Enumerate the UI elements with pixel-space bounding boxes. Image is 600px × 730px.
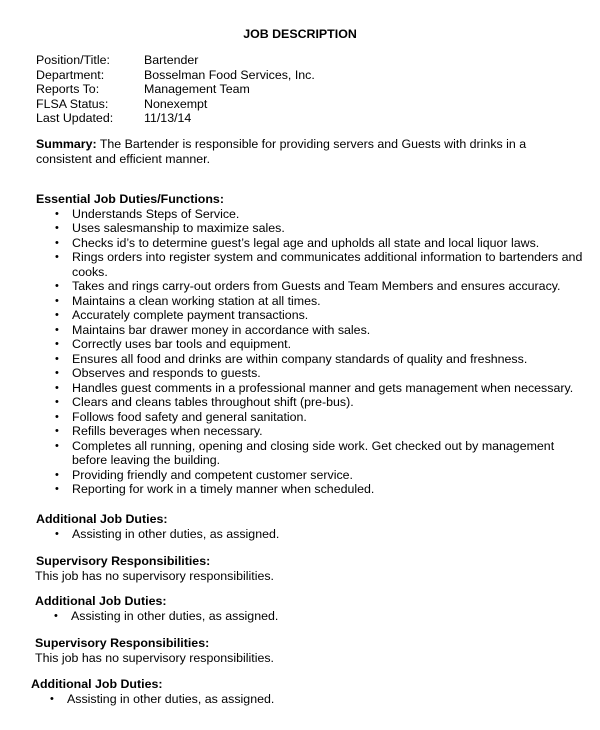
list-item-text: Assisting in other duties, as assigned. (72, 526, 280, 541)
bullet-icon: • (55, 323, 59, 336)
meta-value: Bosselman Food Services, Inc. (144, 67, 315, 82)
meta-row-last-updated (36, 111, 315, 126)
bullet-icon: • (54, 609, 58, 622)
list-item-text: Rings orders into register system and communicates additional information to bartenders and cooks. (72, 250, 583, 279)
list-item-text: Observes and responds to guests. (72, 366, 261, 380)
job-meta-table (36, 53, 315, 126)
list-item-text: Maintains bar drawer money in accordance with sales. (72, 322, 371, 337)
list-item-text: Follows food safety and general sanitation. (72, 409, 307, 424)
list-item (36, 410, 586, 425)
bullet-icon: • (55, 425, 59, 437)
summary-paragraph (36, 137, 581, 166)
list-item-text: Assisting in other duties, as assigned. (71, 608, 279, 623)
list-item-text: Maintains a clean working station at all times. (72, 293, 321, 308)
section-heading: Additional Job Duties: (35, 594, 167, 608)
bullet-icon: • (55, 280, 59, 292)
list-item-text: Refills beverages when necessary. (72, 424, 263, 438)
list-item (36, 221, 586, 236)
bullet-icon: • (55, 396, 59, 408)
meta-row-reports-to (36, 82, 315, 97)
bullet-icon: • (55, 410, 59, 423)
list-item (36, 250, 586, 279)
essential-duties-section (36, 192, 586, 497)
list-item (36, 279, 586, 294)
bullet-icon: • (55, 483, 59, 495)
list-item (36, 439, 586, 468)
list-item (36, 337, 586, 352)
bullet-icon: • (55, 294, 59, 307)
bullet-icon: • (55, 251, 59, 263)
list-item (36, 207, 586, 222)
list-item (36, 236, 586, 251)
bullet-icon: • (50, 692, 54, 705)
additional-duties-section-2 (35, 594, 278, 623)
meta-label: Department: (36, 67, 105, 82)
list-item-text: Clears and cleans tables throughout shift (pre-bus). (72, 395, 354, 409)
bullet-icon: • (55, 527, 59, 540)
meta-label: FLSA Status: (36, 96, 109, 111)
list-item-text: Handles guest comments in a professional manner and gets management when necessary. (72, 380, 574, 395)
list-item (36, 323, 586, 338)
section-heading: Additional Job Duties: (31, 677, 163, 691)
list-item (36, 294, 586, 309)
meta-row-department (36, 68, 315, 83)
list-item (31, 692, 274, 707)
list-item (36, 395, 586, 410)
meta-value: Nonexempt (144, 96, 208, 111)
summary-text: The Bartender is responsible for providing servers and Guests with drinks in a consistent and efficient manner. (36, 137, 527, 166)
bullet-icon: • (55, 352, 59, 365)
section-heading: Supervisory Responsibilities: (36, 554, 211, 568)
bullet-icon: • (55, 338, 59, 350)
list-item-text: Understands Steps of Service. (72, 206, 240, 221)
list-item (36, 468, 586, 483)
bullet-icon: • (55, 468, 59, 481)
bullet-icon: • (55, 439, 59, 452)
section-heading: Essential Job Duties/Functions: (36, 192, 224, 206)
section-heading: Additional Job Duties: (36, 512, 168, 526)
list-item (36, 381, 586, 396)
list-item (36, 308, 586, 323)
meta-label: Last Updated: (36, 111, 114, 125)
meta-row-position (36, 53, 315, 68)
list-item-text: Reporting for work in a timely manner when scheduled. (72, 482, 375, 496)
additional-duties-list (35, 609, 278, 624)
list-item-text: Correctly uses bar tools and equipment. (72, 337, 292, 351)
page-title: JOB DESCRIPTION (243, 27, 357, 41)
supervisory-section-2 (35, 636, 274, 665)
bullet-icon: • (55, 309, 59, 321)
meta-label: Position/Title: (36, 53, 110, 67)
list-item-text: Providing friendly and competent customer service. (72, 467, 353, 482)
section-heading: Supervisory Responsibilities: (35, 636, 210, 650)
meta-value: 11/13/14 (144, 111, 192, 125)
list-item-text: Takes and rings carry-out orders from Guests and Team Members and ensures accuracy. (72, 279, 561, 293)
meta-row-flsa-status (36, 97, 315, 112)
meta-value: Bartender (144, 53, 199, 67)
additional-duties-section-1 (36, 512, 279, 541)
list-item-text: Checks id’s to determine guest’s legal age and upholds all state and local liquor laws. (72, 235, 540, 250)
supervisory-text: This job has no supervisory responsibilities. (35, 568, 274, 583)
bullet-icon: • (55, 381, 59, 394)
list-item (36, 366, 586, 381)
supervisory-text: This job has no supervisory responsibilities. (35, 650, 274, 665)
essential-duties-list (36, 207, 586, 497)
meta-value: Management Team (144, 82, 250, 96)
list-item-text: Accurately complete payment transactions. (72, 308, 309, 322)
additional-duties-list (36, 527, 279, 542)
list-item-text: Completes all running, opening and closing side work. Get checked out by management before leaving the building. (72, 438, 555, 467)
bullet-icon: • (55, 207, 59, 220)
meta-label: Reports To: (36, 82, 100, 96)
list-item (35, 609, 278, 624)
summary-label: Summary: (36, 137, 97, 151)
additional-duties-list (31, 692, 274, 707)
list-item (36, 527, 279, 542)
list-item (36, 352, 586, 367)
additional-duties-section-3 (31, 677, 274, 706)
supervisory-section-1 (36, 554, 274, 583)
bullet-icon: • (55, 367, 59, 379)
bullet-icon: • (55, 222, 59, 234)
list-item (36, 482, 586, 497)
list-item-text: Assisting in other duties, as assigned. (67, 691, 275, 706)
list-item (36, 424, 586, 439)
bullet-icon: • (55, 236, 59, 249)
list-item-text: Ensures all food and drinks are within company standards of quality and freshness. (72, 351, 528, 366)
list-item-text: Uses salesmanship to maximize sales. (72, 221, 285, 235)
